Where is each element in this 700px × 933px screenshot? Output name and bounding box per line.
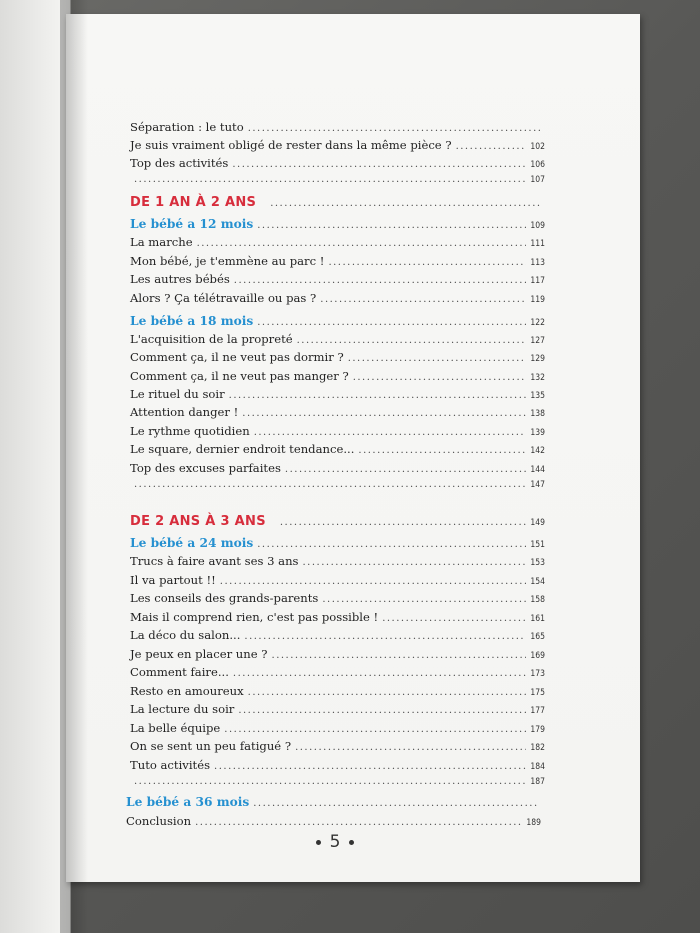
leader-dots: [303, 557, 527, 568]
toc-page-number: 147: [530, 480, 545, 490]
toc-page-number: 138: [530, 409, 545, 419]
leader-dots: [248, 687, 527, 698]
leader-dots: [280, 517, 527, 528]
toc-entry: [126, 814, 541, 832]
toc-title: Le bébé a 24 mois: [130, 536, 254, 550]
toc-title: Le square, dernier endroit tendance...: [130, 442, 355, 456]
toc-page-number: 142: [530, 446, 545, 456]
toc-page-number: 139: [530, 428, 545, 438]
toc-title: On se sent un peu fatigué ?: [130, 739, 292, 753]
toc-page-number: 179: [530, 725, 545, 735]
bullet-right: [349, 840, 354, 845]
toc-entry: [130, 254, 545, 272]
leader-dots: [248, 123, 541, 134]
leader-dots: [456, 141, 527, 152]
page-number: 5: [329, 832, 341, 852]
leader-dots: [197, 238, 527, 249]
toc-entry: [130, 387, 545, 405]
toc-title: Comment faire...: [130, 665, 229, 679]
leader-dots: [244, 631, 526, 642]
toc-title: Le rituel du soir: [130, 387, 225, 401]
toc-entry: [130, 442, 545, 460]
toc-title: Top des excuses parfaites: [130, 461, 281, 475]
toc-title: Le rythme quotidien: [130, 424, 250, 438]
toc-page-number: 149: [530, 518, 545, 528]
toc-page-number: 113: [530, 258, 545, 268]
toc-title: Je suis vraiment obligé de rester dans la même pièce ?: [130, 138, 452, 152]
toc-page-number: 184: [530, 762, 545, 772]
toc-entry: [130, 591, 545, 609]
leader-dots: [270, 198, 541, 209]
toc-entry: [130, 665, 545, 683]
toc-title: Trucs à faire avant ses 3 ans: [130, 554, 299, 568]
toc-entry: [130, 461, 545, 479]
toc-entry: [130, 424, 545, 442]
toc-entry: [130, 138, 545, 156]
toc-page-number: 127: [530, 336, 545, 346]
toc-entry: [130, 291, 545, 309]
leader-dots: [134, 479, 526, 490]
toc-entry: [130, 272, 545, 290]
toc-entry: [130, 721, 545, 739]
bullet-left: [316, 840, 321, 845]
toc-page-number: 153: [530, 558, 545, 568]
leader-dots: [257, 317, 526, 328]
toc-title: La déco du salon...: [130, 628, 241, 642]
toc-subsection: [130, 217, 545, 235]
leader-dots: [253, 798, 537, 809]
toc-entry: [130, 776, 545, 794]
leader-dots: [234, 275, 527, 286]
toc-entry: [130, 554, 545, 572]
toc-title: Attention danger !: [130, 405, 239, 419]
toc-title: Alors ? Ça télétravaille ou pas ?: [130, 291, 317, 305]
toc-entry: [130, 332, 545, 350]
toc-title: Mon bébé, je t'emmène au parc !: [130, 254, 325, 268]
toc-title: Resto en amoureux: [130, 684, 244, 698]
toc-title: Les conseils des grands-parents: [130, 591, 319, 605]
toc-entry: [130, 156, 545, 174]
leader-dots: [297, 335, 527, 346]
toc-entry: [130, 120, 545, 138]
toc-page-number: 177: [530, 706, 545, 716]
leader-dots: [272, 650, 527, 661]
toc-page-number: 107: [530, 175, 545, 185]
toc-title: La marche: [130, 235, 193, 249]
leader-dots: [257, 220, 526, 231]
toc-page-number: 189: [526, 818, 541, 828]
toc-entry: [130, 647, 545, 665]
toc-page-number: 132: [530, 373, 545, 383]
toc-title: Tuto activités: [130, 758, 211, 772]
toc-title: Il va partout !!: [130, 573, 216, 587]
leader-dots: [257, 539, 526, 550]
gutter-shadow: [60, 0, 88, 933]
toc-entry: [130, 350, 545, 368]
leader-dots: [322, 594, 526, 605]
toc-page-number: 119: [530, 295, 545, 305]
toc-title: Le bébé a 36 mois: [126, 795, 250, 809]
toc-title: Mais il comprend rien, c'est pas possible !: [130, 610, 379, 624]
toc-title: L'acquisition de la propreté: [130, 332, 293, 346]
leader-dots: [229, 390, 527, 401]
toc-title: Je peux en placer une ?: [130, 647, 268, 661]
leader-dots: [242, 408, 526, 419]
leader-dots: [134, 776, 526, 787]
toc-page-number: 182: [530, 743, 545, 753]
leader-dots: [220, 576, 527, 587]
leader-dots: [348, 353, 527, 364]
toc-page-number: 175: [530, 688, 545, 698]
toc-subsection: [130, 536, 545, 554]
toc-entry: [130, 610, 545, 628]
toc-title: Les autres bébés: [130, 272, 230, 286]
toc-entry: [130, 174, 545, 192]
toc-subsection: [126, 795, 541, 813]
toc-entry: [130, 573, 545, 591]
toc-section: [130, 514, 545, 532]
leader-dots: [285, 464, 527, 475]
toc-section: [130, 195, 545, 213]
toc-page-number: 135: [530, 391, 545, 401]
toc-page-number: 144: [530, 465, 545, 475]
leader-dots: [238, 705, 526, 716]
toc-page-number: 122: [530, 318, 545, 328]
toc-page-number: 111: [530, 239, 545, 249]
leader-dots: [358, 445, 526, 456]
leader-dots: [382, 613, 526, 624]
toc-title: La lecture du soir: [130, 702, 235, 716]
leader-dots: [195, 817, 522, 828]
toc-title: Séparation : le tuto: [130, 120, 244, 134]
toc-entry: [130, 405, 545, 423]
toc-entry: [130, 628, 545, 646]
toc-title: Le bébé a 18 mois: [130, 314, 254, 328]
toc-page-number: 151: [530, 540, 545, 550]
toc-title: Le bébé a 12 mois: [130, 217, 254, 231]
toc-entry: [130, 739, 545, 757]
toc-page-number: 129: [530, 354, 545, 364]
leader-dots: [254, 427, 527, 438]
toc-page-number: 102: [530, 142, 545, 152]
toc-page-number: 173: [530, 669, 545, 679]
toc-page-number: 106: [530, 160, 545, 170]
leader-dots: [295, 742, 526, 753]
toc-title: Comment ça, il ne veut pas dormir ?: [130, 350, 344, 364]
toc-page-number: 158: [530, 595, 545, 605]
toc-subsection: [130, 314, 545, 332]
toc-entry: [130, 684, 545, 702]
toc-page-number: 169: [530, 651, 545, 661]
leader-dots: [224, 724, 526, 735]
toc-page-number: 117: [530, 276, 545, 286]
toc-entry: [130, 479, 545, 497]
toc-title: La belle équipe: [130, 721, 221, 735]
toc-page-number: 187: [530, 777, 545, 787]
toc-entry: [130, 235, 545, 253]
toc-title: Comment ça, il ne veut pas manger ?: [130, 369, 349, 383]
toc-title: Conclusion: [126, 814, 192, 828]
toc-page-number: 165: [530, 632, 545, 642]
toc-title: DE 2 ANS À 3 ANS: [130, 514, 266, 529]
leader-dots: [320, 294, 526, 305]
toc-title: Top des activités: [130, 156, 229, 170]
toc-entry: [130, 369, 545, 387]
page-number-footer: [305, 832, 365, 852]
toc-title: DE 1 AN À 2 ANS: [130, 195, 257, 210]
toc-page-number: 154: [530, 577, 545, 587]
leader-dots: [232, 159, 526, 170]
leader-dots: [134, 174, 526, 185]
leader-dots: [214, 761, 526, 772]
leader-dots: [233, 668, 527, 679]
toc-entry: [130, 758, 545, 776]
toc-page-number: 161: [530, 614, 545, 624]
leader-dots: [353, 372, 527, 383]
toc-entry: [130, 702, 545, 720]
leader-dots: [328, 257, 526, 268]
toc-page-number: 109: [530, 221, 545, 231]
